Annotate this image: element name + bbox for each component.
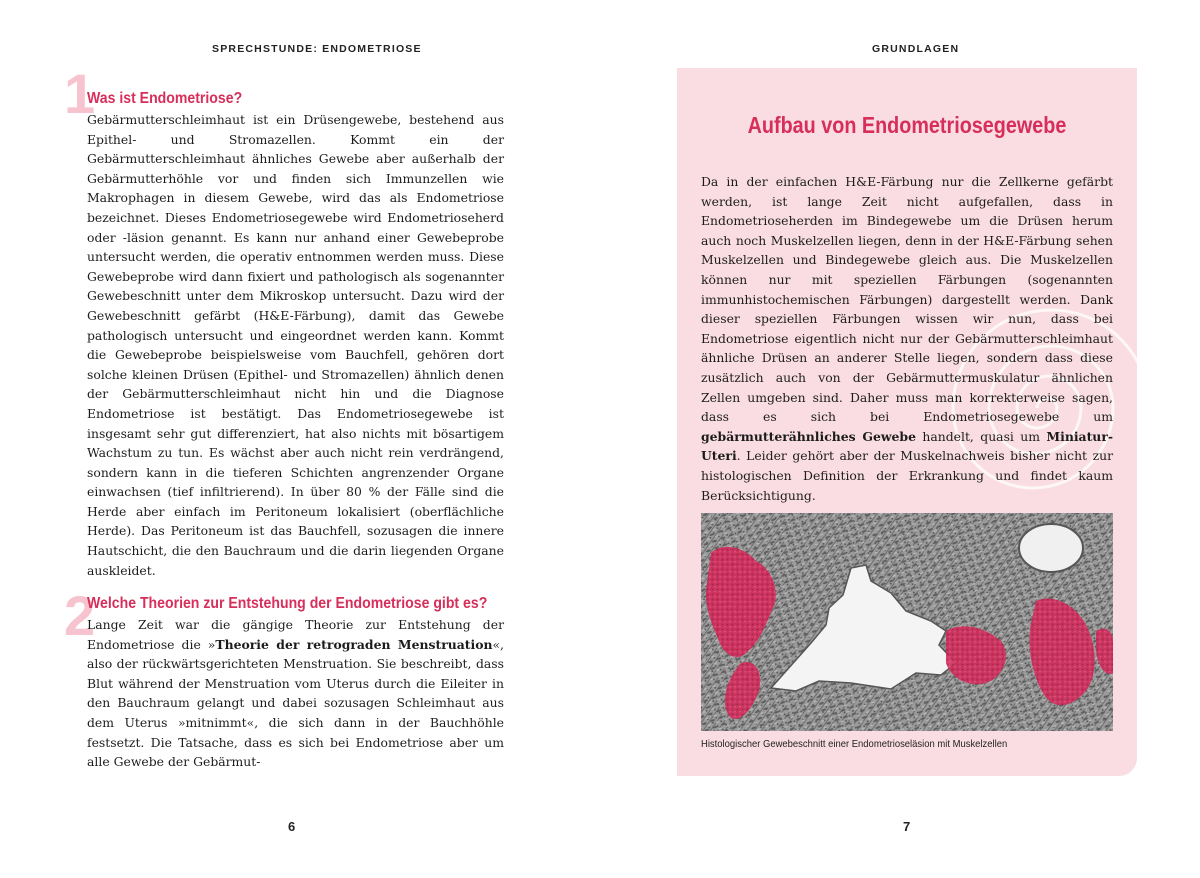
box-body-bold-1: gebärmutterähnliches Gewebe [701, 428, 916, 444]
section-body-2-text-a: Lange Zeit war die gängige Theorie zur Entstehung der Endometriose die » [87, 617, 504, 652]
running-head-right: GRUNDLAGEN [872, 43, 960, 55]
section-theories [64, 584, 504, 772]
section-number-1: 1 [64, 62, 96, 125]
section-body-2 [87, 615, 504, 772]
running-head-left: SPRECHSTUNDE: ENDOMETRIOSE [212, 43, 422, 55]
box-body [701, 172, 1113, 505]
page-number-left: 6 [288, 819, 296, 834]
section-body-2-text-b: «, also der rückwärtsgerichteten Menstruation. Sie beschreibt, dass Blut während der Menstruation vom Uterus durch die Eileiter in den Bauchraum gelangt und dabei sozusagen Schleimhaut aus dem Uterus »mitnimmt«, die sich dann in der Bauchhöhle festsetzt. Die Tatsache, dass es sich bei Endometriose aber um alle Gewebe der Gebärmut- [87, 636, 504, 770]
vessel-lumen [1019, 524, 1083, 572]
info-box [677, 68, 1137, 776]
box-body-text-3: . Leider gehört aber der Muskelnachweis bisher nicht zur histologischen Definition der Erkrankung und findet kaum Berücksichtigung. [701, 448, 1113, 503]
box-body-bold-2: Miniatur-Uteri [701, 428, 1113, 464]
section-what-is-endometriosis [64, 62, 504, 580]
box-title: Aufbau von Endometriosegewebe [747, 112, 1067, 138]
box-body-text-2: handelt, quasi um [915, 428, 1047, 444]
section-heading-2: Welche Theorien zur Entstehung der Endometriose gibt es? [87, 595, 488, 612]
section-number-2: 2 [64, 584, 96, 647]
page-number-right: 7 [903, 819, 911, 834]
right-page [600, 0, 1200, 878]
section-body-2-bold: Theorie der retrograden Menstruation [215, 636, 493, 652]
figure-caption: Histologischer Gewebeschnitt einer Endometrioseläsion mit Muskelzellen [701, 738, 1008, 750]
box-body-text-1: Da in der einfachen H&E-Färbung nur die Zellkerne gefärbt werden, ist lange Zeit nicht aufgefallen, dass in Endometrioseherden im Bindegewebe um die Drüsen herum auch noch Muskelzellen liegen, denn in der H&E-Färbung sehen Muskelzellen und Bindegewebe gleich aus. Die Muskelzellen können nur mit speziellen Färbungen (sogenannten immunhistochemischen Färbungen) dargestellt werden. Dank dieser speziellen Färbungen wissen wir nun, dass bei Endometriose eigentlich nicht nur der Gebärmutterschleimhaut ähnliche Drüsen an anderer Stelle liegen, sondern dass diese zusätzlich auch von der Gebärmuttermuskulatur ähnlichen Zellen umgeben sind. Daher muss man korrekterweise sagen, dass es sich bei Endometriosegewebe um [701, 174, 1113, 425]
histology-micrograph [701, 513, 1113, 731]
section-heading-1: Was ist Endometriose? [87, 90, 243, 107]
section-body-1: Gebärmutterschleimhaut ist ein Drüsengewebe, bestehend aus Epithel- und Stromazellen. Kommt ein der Gebärmutterschleimhaut ähnliches Gewebe aber außerhalb der Gebärmutterhöhle vor und finden sich Immunzellen wie Makrophagen in diesem Gewebe, wird das als Endometriose bezeichnet. Dieses Endometriosegewebe wird Endometrioseherd oder -läsion genannt. Es kann nur anhand einer Gewebeprobe untersucht werden, die operativ entnommen werden muss. Diese Gewebeprobe wird dann fixiert und pathologisch als sogenannter Gewebeschnitt unter dem Mikroskop untersucht. Dazu wird der Gewebeschnitt gefärbt (H&E-Färbung), damit das Gewebe pathologisch untersucht und eingeordnet werden kann. Kommt die Gewebeprobe beispielsweise vom Bauchfell, gehören dort solche kleinen Drüsen (Epithel- und Stromazellen) ähnlich denen der Gebärmutterschleimhaut nicht hin und die Diagnose Endometriose ist bestätigt. Das Endometriosegewebe ist insgesamt sehr gut differenziert, hat also nichts mit bösartigem Wachstum zu tun. Es wächst aber auch nicht rein verdrängend, sondern kann in die tieferen Schichten angrenzender Organe einwachsen (tief infiltrierend). In über 80 % der Fälle sind die Herde aber einfach im Peritoneum lokalisiert (oberflächliche Herde). Das Peritoneum ist das Bauchfell, sozusagen die innere Hautschicht, die den Bauchraum und die darin liegenden Organe auskleidet. [87, 112, 504, 578]
